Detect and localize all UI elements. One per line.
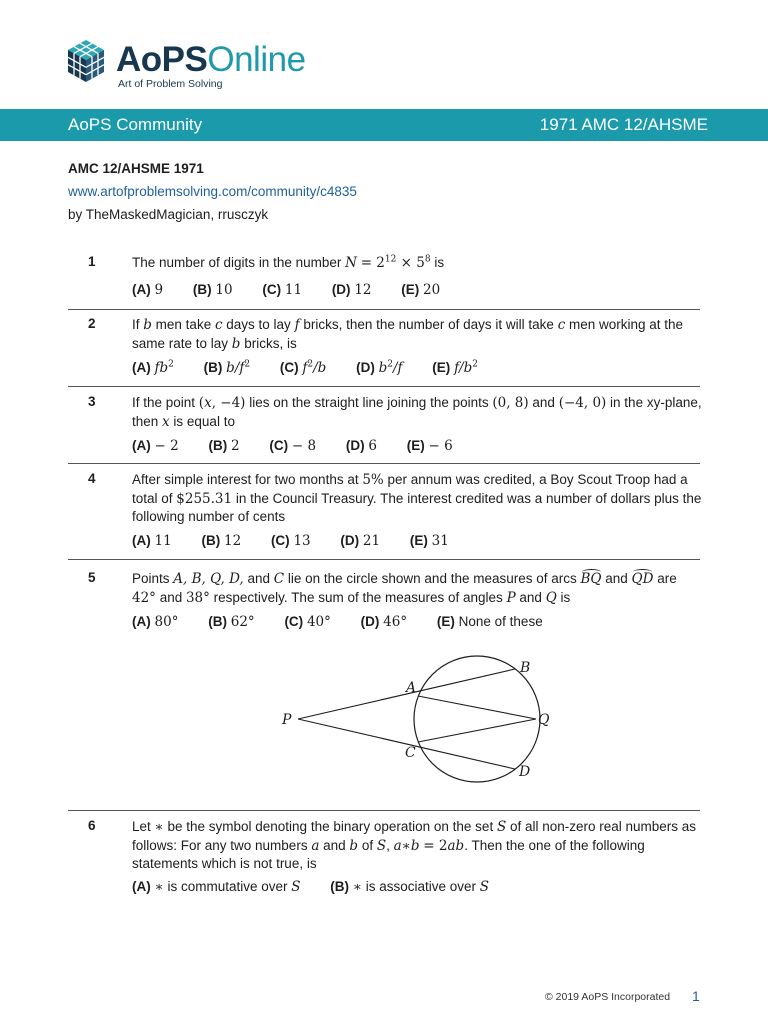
page-number: 1 [692, 988, 700, 1004]
divider [68, 559, 700, 560]
community-url-link[interactable]: www.artofproblemsolving.com/community/c4835 [68, 184, 357, 199]
label-d: D [519, 764, 531, 780]
aops-cube-icon [66, 38, 106, 84]
contest-title: 1971 AMC 12/AHSME [539, 115, 708, 134]
problem-1-number: 1 [88, 254, 96, 269]
aops-logo[interactable] [66, 36, 326, 92]
problem-6-text: Let ∗ be the symbol denoting the binary operation on the set S of all non-zero real numbers as follows: For any two numbers a and b of S, a∗b = 2ab. Then the one of the following statements which is not true, is [132, 819, 697, 871]
problem-4-number: 4 [88, 471, 96, 486]
label-p: P [282, 712, 292, 728]
problem-2-text: If b men take c days to lay f bricks, then the number of days it will take c men working at the same rate to lay b bricks, is [132, 317, 684, 352]
problem-4-text: After simple interest for two months at 5% per annum was credited, a Boy Scout Troop had a total of $255.31 in the Council Treasury. The interest credited was a number of dollars plus the following number of cents [132, 472, 702, 524]
problem-2-number: 2 [88, 316, 96, 331]
label-c: C [405, 745, 416, 761]
contest-name: AMC 12/AHSME 1971 [68, 161, 204, 176]
brand-name: AoPSOnline [116, 40, 306, 79]
authors: by TheMaskedMagician, rrusczyk [68, 207, 269, 222]
label-q: Q [538, 712, 550, 728]
problem-6-number: 6 [88, 818, 96, 833]
problem-5-choices: (A) 80° (B) 62° (C) 40° (D) 46° (E) None of these [132, 614, 543, 630]
problem-1-choices: (A) 9 (B) 10 (C) 11 (D) 12 (E) 20 [132, 282, 441, 298]
problem-6-choices: (A) ∗ is commutative over S (B) ∗ is associative over S [132, 879, 490, 895]
divider [68, 810, 700, 811]
problem-4-choices: (A) 11 (B) 12 (C) 13 (D) 21 (E) 31 [132, 533, 449, 549]
contest-meta [68, 157, 357, 226]
divider [68, 309, 700, 310]
community-link[interactable]: AoPS Community [68, 115, 203, 134]
problem-3-choices: (A) − 2 (B) 2 (C) − 8 (D) 6 (E) − 6 [132, 438, 453, 454]
label-b: B [520, 660, 531, 676]
circle-figure [270, 650, 560, 790]
problem-3-number: 3 [88, 394, 96, 409]
problem-2-choices: (A) $fb^2$ (B) $b/f^2$ (C) $f^2/b$ (D) $b^2/f$ (E) $f/b^2$ [132, 359, 478, 376]
divider [68, 386, 700, 387]
problem-5-text: Points A, B, Q, D, and C lie on the circle shown and the measures of arcs BQ and QD are 42° and 38° respectively. The sum of the measures of angles P and Q is [132, 571, 677, 606]
copyright: © 2019 AoPS Incorporated [545, 991, 671, 1003]
label-a: A [406, 680, 417, 696]
header-bar [0, 109, 768, 141]
problem-1-text: The number of digits in the number $N = 2^{12} \times 5^8$ is [132, 254, 445, 271]
problem-5-number: 5 [88, 570, 96, 585]
divider [68, 463, 700, 464]
brand-tagline: Art of Problem Solving [118, 78, 223, 90]
problem-3-text: If the point (x, −4) lies on the straight line joining the points (0, 8) and (−4, 0) in the xy-plane, then x is equal to [132, 395, 702, 430]
